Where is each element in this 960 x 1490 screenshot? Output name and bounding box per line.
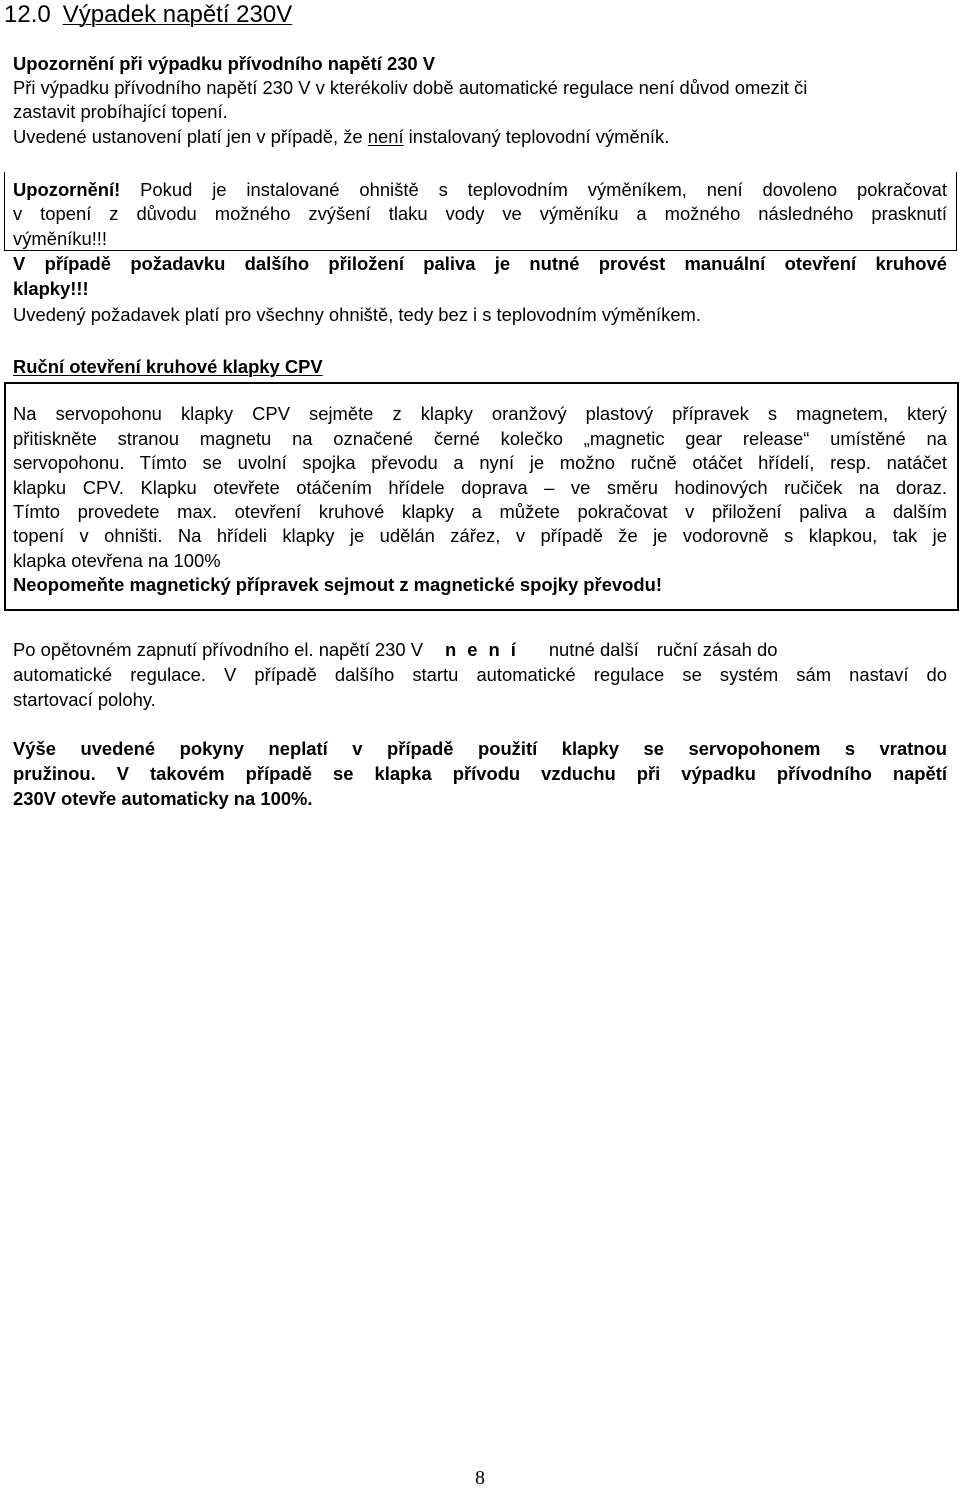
- manual-opening-heading: Ruční otevření kruhové klapky CPV: [13, 356, 323, 377]
- restore-line: startovací polohy.: [13, 689, 156, 710]
- paragraph-line: zastavit probíhající topení.: [13, 101, 228, 122]
- warning-bold-line: V případě požadavku dalšího přiložení paliva je nutné provést manuální otevření kruhové: [13, 253, 947, 274]
- restore-line: Po opětovném zapnutí přívodního el. napětí 230 V není nutné další ruční zásah do: [13, 639, 778, 660]
- power-failure-heading: Upozornění při výpadku přívodního napětí 230 V: [13, 53, 436, 74]
- warning-bold-line: klapky!!!: [13, 278, 89, 299]
- warning-line: Uvedený požadavek platí pro všechny ohniště, tedy bez i s teplovodním výměníkem.: [13, 304, 701, 325]
- spring-note-line: 230V otevře automaticky na 100%.: [13, 788, 313, 809]
- paragraph-line: Při výpadku přívodního napětí 230 V v kterékoliv době automatické regulace není důvod omezit či: [13, 77, 808, 98]
- instruction-line: Tímto provedete max. otevření kruhové klapky a můžete pokračovat v přiložení paliva a dalším: [13, 501, 947, 522]
- warning-label: Upozornění!: [13, 179, 121, 200]
- spring-note-line: Výše uvedené pokyny neplatí v případě použití klapky se servopohonem s vratnou: [13, 738, 947, 759]
- restore-line: automatické regulace. V případě dalšího startu automatické regulace se systém sám nastaví do: [13, 664, 947, 685]
- instruction-line: servopohonu. Tímto se uvolní spojka převodu a nyní je možno ručně otáčet hřídelí, resp. natáčet: [13, 452, 947, 473]
- warning-line: v topení z důvodu možného zvýšení tlaku vody ve výměníku a možného následného prasknutí: [13, 203, 947, 224]
- instruction-line: klapka otevřena na 100%: [13, 550, 221, 571]
- spring-note-line: pružinou. V takovém případě se klapka přívodu vzduchu při výpadku přívodního napětí: [13, 763, 947, 784]
- instruction-line: topení v ohništi. Na hřídeli klapky je udělán zářez, v případě že je vodorovně s klapkou, tak je: [13, 525, 947, 546]
- page-number: 8: [475, 1467, 485, 1489]
- emphasis-not-spaced: není: [445, 639, 527, 660]
- instruction-bold-note: Neopomeňte magnetický přípravek sejmout z magnetické spojky převodu!: [13, 574, 662, 595]
- section-title: Výpadek napětí 230V: [62, 1, 293, 28]
- warning-line: Upozornění! Pokud je instalované ohniště s teplovodním výměníkem, není dovoleno pokračovat: [13, 179, 947, 200]
- warning-line: výměníku!!!: [13, 228, 108, 249]
- paragraph-line: Uvedené ustanovení platí jen v případě, že není instalovaný teplovodní výměník.: [13, 126, 670, 147]
- instruction-line: přitiskněte stranou magnetu na označené černé kolečko „magnetic gear release“ umístěné na: [13, 428, 947, 449]
- instruction-line: Na servopohonu klapky CPV sejměte z klapky oranžový plastový přípravek s magnetem, který: [13, 403, 947, 424]
- emphasis-not: není: [367, 126, 404, 147]
- section-number: 12.0: [4, 1, 51, 28]
- instruction-line: klapku CPV. Klapku otevřete otáčením hřídele doprava – ve směru hodinových ručiček na doraz.: [13, 477, 947, 498]
- page-title: [4, 0, 292, 30]
